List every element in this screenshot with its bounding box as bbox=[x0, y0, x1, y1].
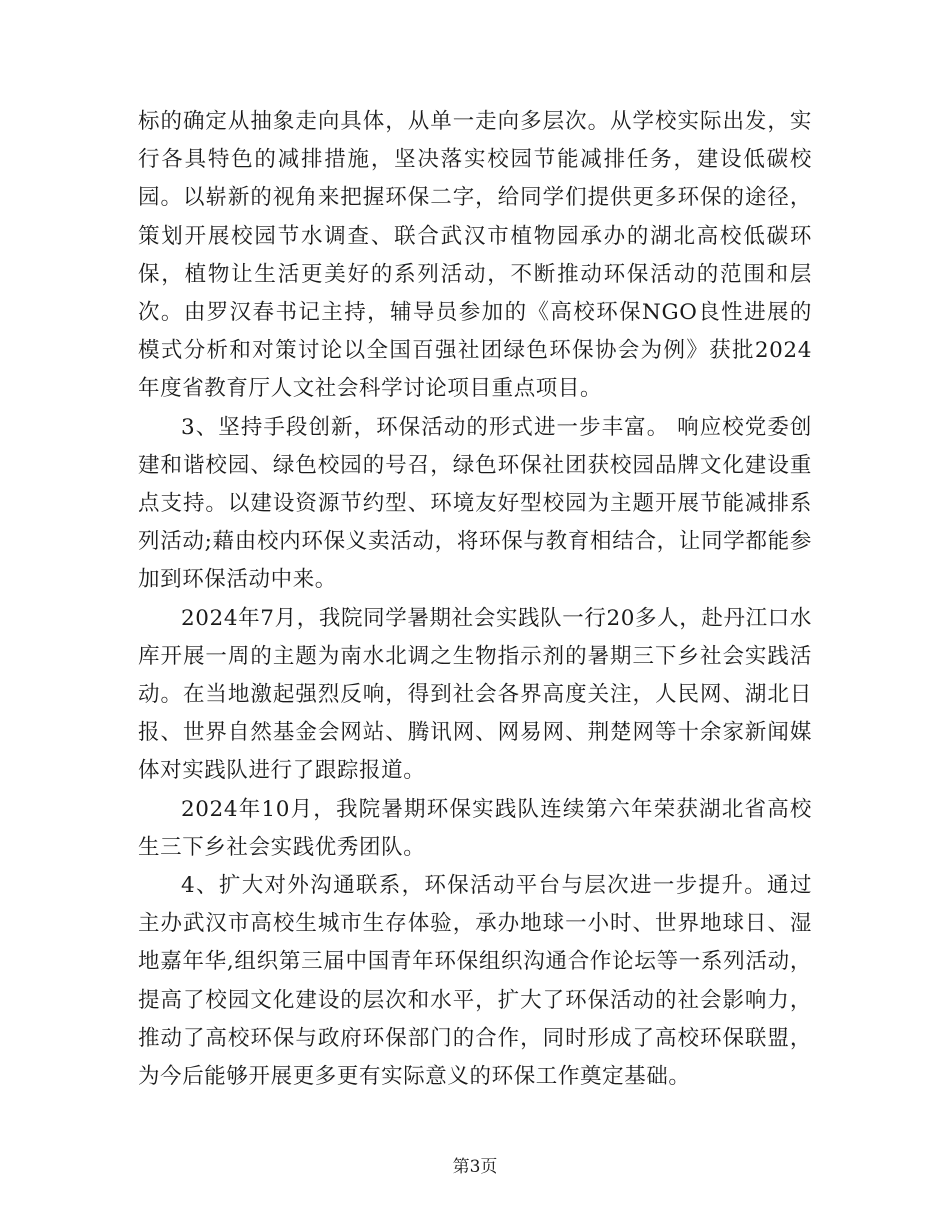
paragraph-october-award: 2024年10月，我院暑期环保实践队连续第六年荣获湖北省高校生三下乡社会实践优秀团队。 bbox=[138, 796, 812, 860]
paragraph-continuation: 标的确定从抽象走向具体，从单一走向多层次。从学校实际出发，实行各具特色的减排措施，坚决落实校园节能减排任务，建设低碳校园。以崭新的视角来把握环保二字，给同学们提供更多环保的途径，策划开展校园节水调查、联合武汉市植物园承办的湖北高校低碳环保，植物让生活更美好的系列活动，不断推动环保活动的范围和层次。由罗汉春书记主持，辅导员参加的《高校环保NGO良性进展的模式分析和对策讨论以全国百强社团绿色环保协会为例》获批2024年度省教育厅人文社会科学讨论项目重点项目。 bbox=[138, 109, 812, 402]
paragraph-point-4: 4、扩大对外沟通联系，环保活动平台与层次进一步提升。通过主办武汉市高校生城市生存体验，承办地球一小时、世界地球日、湿地嘉年华,组织第三届中国青年环保组织沟通合作论坛等一系列活动，提高了校园文化建设的层次和水平，扩大了环保活动的社会影响力，推动了高校环保与政府环保部门的合作，同时形成了高校环保联盟，为今后能够开展更多更有实际意义的环保工作奠定基础。 bbox=[138, 873, 812, 1090]
paragraph-july-practice: 2024年7月，我院同学暑期社会实践队一行20多人，赴丹江口水库开展一周的主题为南水北调之生物指示剂的暑期三下乡社会实践活动。在当地激起强烈反响，得到社会各界高度关注，人民网、湖北日报、世界自然基金会网站、腾讯网、网易网、荆楚网等十余家新闻媒体对实践队进行了跟踪报道。 bbox=[138, 605, 812, 784]
document-body bbox=[138, 103, 812, 1096]
page-number: 第3页 bbox=[452, 1157, 498, 1177]
paragraph-point-3: 3、坚持手段创新，环保活动的形式进一步丰富。 响应校党委创建和谐校园、绿色校园的号召，绿色环保社团获校园品牌文化建设重点支持。以建设资源节约型、环境友好型校园为主题开展节能减排系列活动;藉由校内环保义卖活动，将环保与教育相结合，让同学都能参加到环保活动中来。 bbox=[138, 414, 812, 593]
